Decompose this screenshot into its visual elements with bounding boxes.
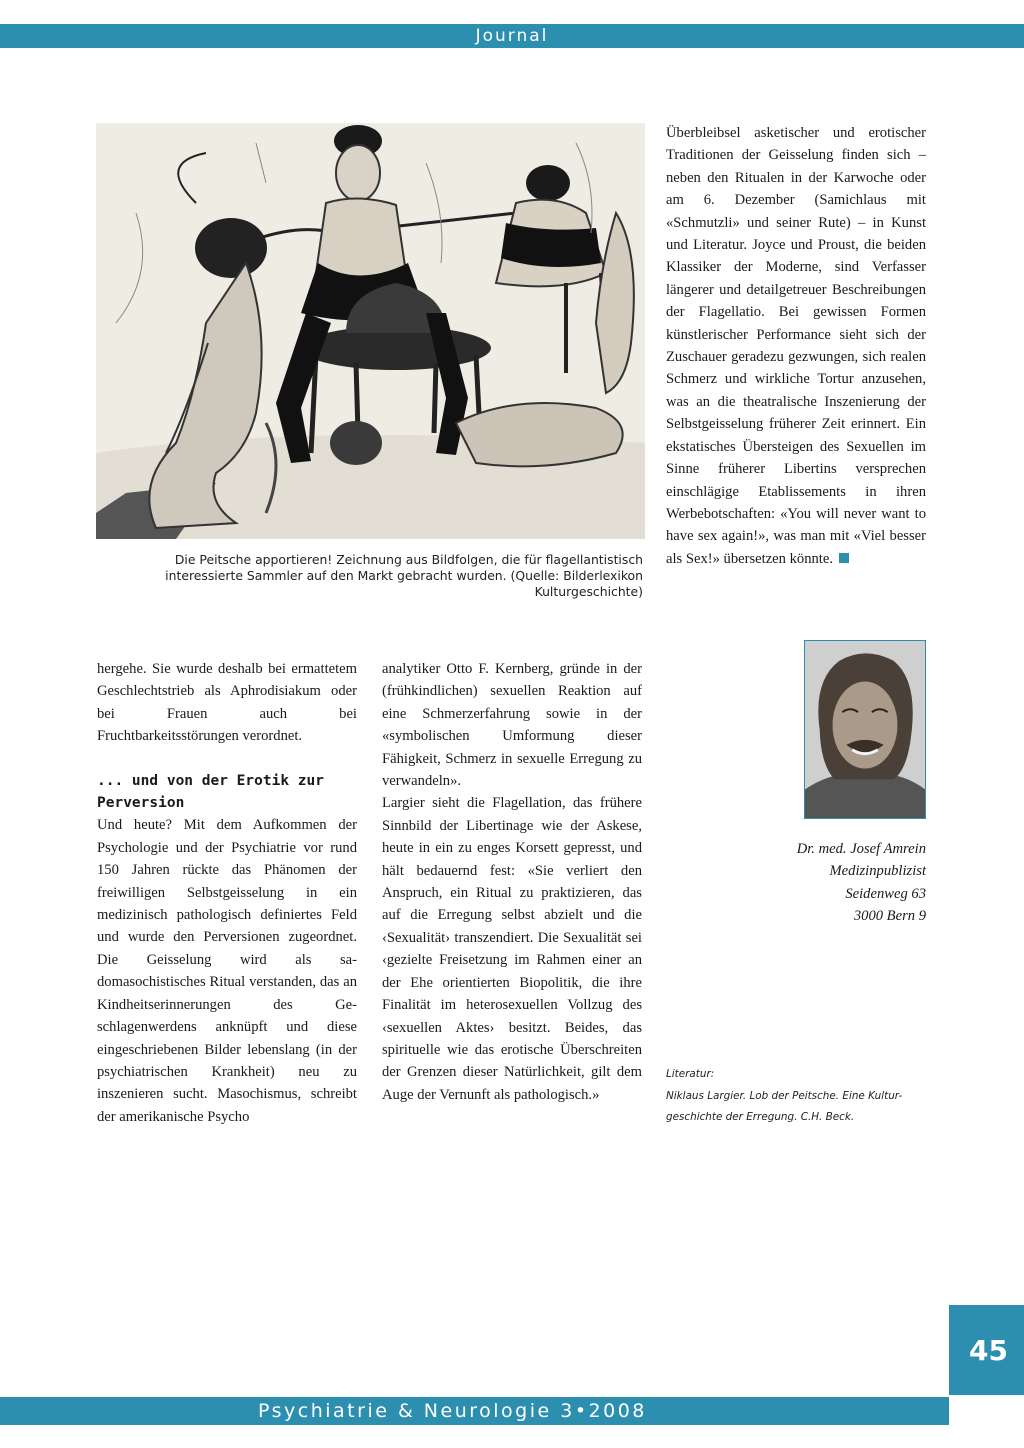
literature-label: Literatur: — [666, 1068, 715, 1080]
journal-footer: Psychiatrie & Neurologie 3•2008 — [0, 1397, 949, 1425]
article-column-left — [97, 658, 357, 1128]
article-paragraph: Überbleibsel asketischer und erotischer Traditionen der Geisselung finden sich – neben den Ritualen in der Karwoche oder am 6. Dezember (Samichlaus mit «Schmutzli» und seiner Rute) – in Kunst und Literatur. Joyce und Proust, die beiden Klassiker der Moderne, sind Verfasser längerer und detailgetreuer Beschreibungen der Flagellatio. Bei gewissen Formen künstlerischer Performance sieht sich der Zuschauer geradezu gezwungen, sich realen Schmerz und wirkliche Tortur anzusehen, was an die theatralische Inszenierung der Selbstgeisselung früherer Zeit erinnert. Ein ekstatisches Übersteigen des Sexuellen im Sinne früherer Libertins versprechen einschlägige Etablissements in ihren Werbebotschaften: «You will never want to have sex again!», was man mit «Viel besser als Sex!» übersetzen könnte. — [666, 125, 926, 567]
article-column-middle — [382, 658, 642, 1106]
author-block — [666, 838, 926, 928]
literature-reference — [666, 1064, 936, 1129]
section-subheading: ... und von der Erotik zur Perversion — [97, 772, 324, 812]
literature-line: Niklaus Largier. Lob der Peitsche. Eine Kultur- — [666, 1089, 903, 1102]
page-number: 45 — [949, 1305, 1024, 1395]
article-paragraph: analytiker Otto F. Kernberg, gründe in der (frühkindlichen) sexuellen Reaktion auf eine Schmerzerfahrung sowie in der «symbolischen Umformung dieser Fähigkeit, Schmerz in sexuelle Erregung zu verwandeln». — [382, 661, 642, 790]
author-city: 3000 Bern 9 — [853, 908, 926, 925]
illustration-figure — [96, 123, 645, 539]
flagellation-drawing — [96, 123, 645, 539]
author-name: Dr. med. Josef Amrein — [796, 841, 926, 857]
author-photo-image — [805, 641, 925, 818]
article-paragraph: Largier sieht die Flagellation, das frühere Sinnbild der Libertinage wie der Askese, heute in ein zu enges Korsett gepresst, und hält bedauernd fest: «Sie verliert den Anspruch, ein Ritual zu praktizieren, das auf die Erregung selbst abzielt und die ‹Sexualität› transzendiert. Die Sexualität sei ‹gezielte Freisetzung im Rahmen einer an der Ehe orientierten Biopolitik, die ihre Finalität im heterosexuellen Vollzug des ‹sexuellen Aktes› besitzt. Beides, das spirituelle wie das erotische Überschreiten der Grenzen dieser Natürlichkeit, gilt dem Auge der Vernunft als pathologisch.» — [382, 795, 642, 1103]
figure-caption: Die Peitsche apportieren! Zeichnung aus Bildfolgen, die für flagellantistisch interessierte Sammler auf den Markt gebracht wurden. (Quelle: Bilderlexikon Kulturgeschichte) — [165, 552, 643, 599]
literature-line: geschichte der Erregung. C.H. Beck. — [666, 1111, 855, 1123]
end-of-article-square-icon — [839, 553, 849, 563]
author-role: Medizinpublizist — [829, 863, 926, 880]
article-column-right — [666, 122, 926, 570]
author-portrait — [804, 640, 926, 819]
journal-section-header: Journal — [0, 24, 1024, 48]
article-paragraph: Und heute? Mit dem Aufkommen der Psychologie und der Psychiatrie vor rund 150 Jahren rückte das Phänomen der freiwilligen Selbstgeisselung in ein medizinisch pathologisch definiertes Feld und wurde den Perversionen zugeordnet. Die Geisselung wird als sadomasochistisches Ritual verstanden, das an Kindheitserinnerungen des Geschlagenwerdens anknüpft und diese eingeschriebenen Bilder lebenslang (in der psychiatrischen Krankheit) neu zu inszenieren sucht. Masochismus, schreibt der amerikanische Psycho — [97, 817, 357, 1125]
author-street: Seidenweg 63 — [845, 885, 926, 902]
article-paragraph: hergehe. Sie wurde deshalb bei ermattetem Geschlechtstrieb als Aphrodisiakum oder bei Frauen auch bei Fruchtbarkeitsstörungen verordnet. — [97, 661, 357, 745]
